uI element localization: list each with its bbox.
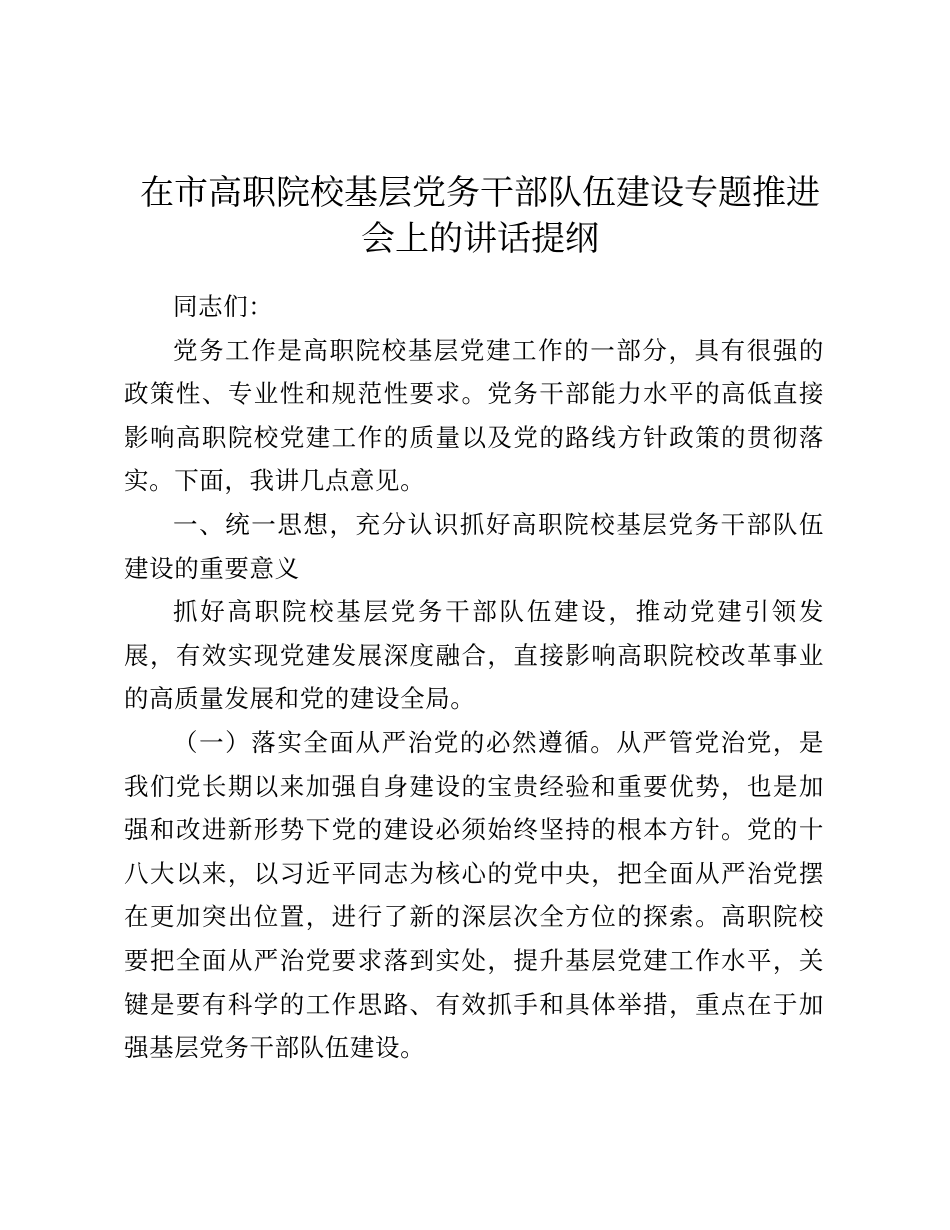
- section-1-paragraph: 抓好高职院校基层党务干部队伍建设，推动党建引领发展，有效实现党建发展深度融合，直接影响高职院校改革事业的高质量发展和党的建设全局。: [124, 597, 824, 714]
- document-title: 在市高职院校基层党务干部队伍建设专题推进会上的讲话提纲: [140, 173, 820, 259]
- salutation: 同志们：: [173, 292, 274, 321]
- subsection-1-paragraph: （一）落实全面从严治党的必然遵循。从严管党治党，是我们党长期以来加强自身建设的宝贵经验和重要优势，也是加强和改进新形势下党的建设必须始终坚持的根本方针。党的十八大以来，以习近平同志为核心的党中央，把全面从严治党摆在更加突出位置，进行了新的深层次全方位的探索。高职院校要把全面从严治党要求落到实处，提升基层党建工作水平，关键是要有科学的工作思路、有效抓手和具体举措，重点在于加强基层党务干部队伍建设。: [124, 727, 824, 1063]
- section-heading-1: 一、统一思想，充分认识抓好高职院校基层党务干部队伍建设的重要意义: [124, 509, 824, 583]
- intro-paragraph: 党务工作是高职院校基层党建工作的一部分，具有很强的政策性、专业性和规范性要求。党务干部能力水平的高低直接影响高职院校党建工作的质量以及党的路线方针政策的贯彻落实。下面，我讲几点意见。: [124, 335, 824, 496]
- document-body: [124, 285, 824, 1070]
